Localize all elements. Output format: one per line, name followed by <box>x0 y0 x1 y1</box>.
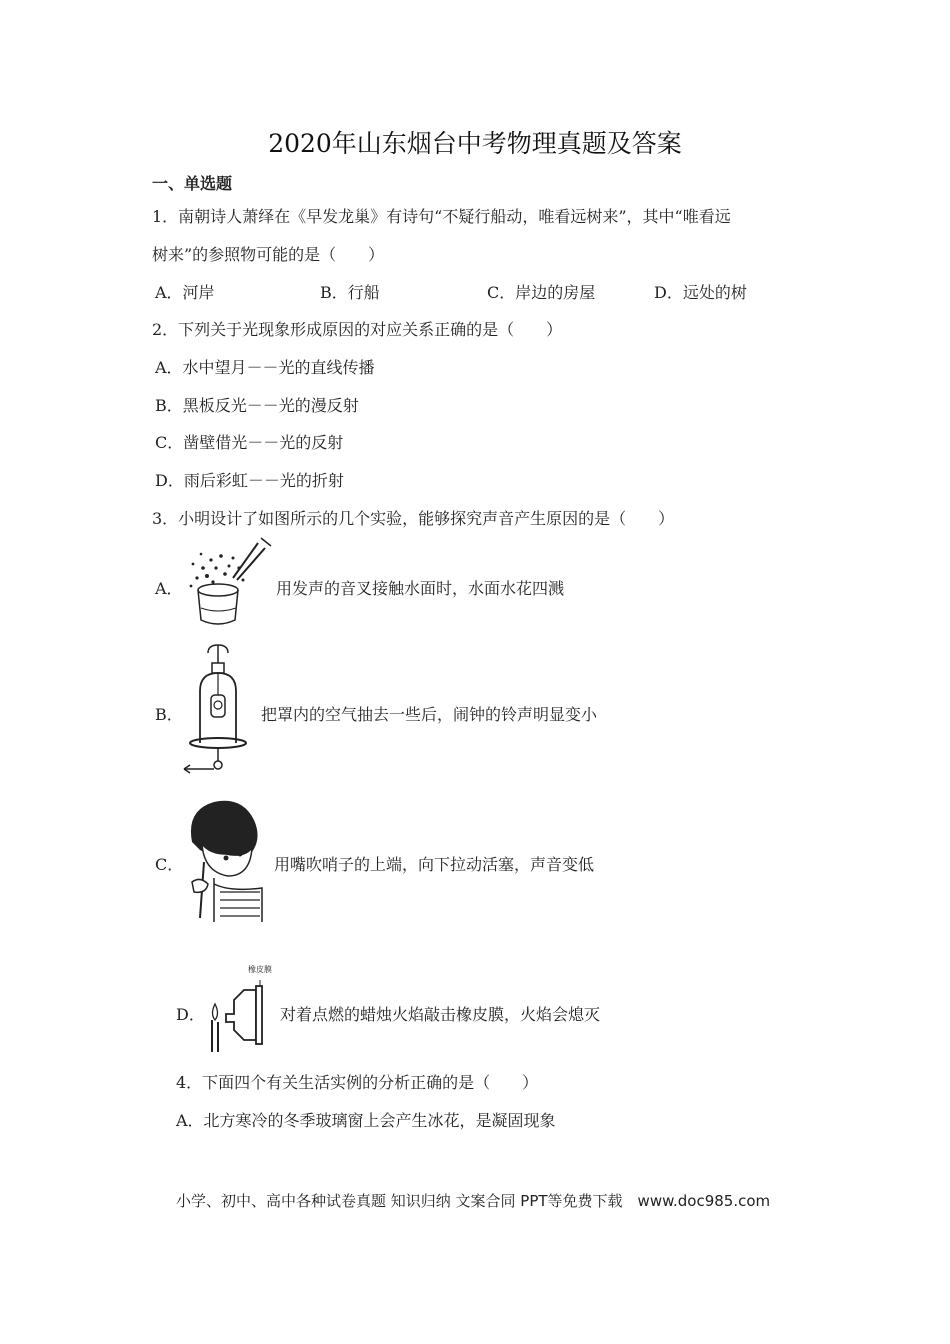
boy-whistle-figure <box>180 792 270 924</box>
q2-stem: 2．下列关于光现象形成原因的对应关系正确的是（ ） <box>152 320 563 339</box>
q2-option-d: D．雨后彩虹－－光的折射 <box>155 471 344 490</box>
q1-option-c: C．岸边的房屋 <box>487 283 596 302</box>
page-title: 2020年山东烟台中考物理真题及答案 <box>268 129 682 158</box>
q1-option-b: B．行船 <box>320 283 380 302</box>
q4-stem: 4．下面四个有关生活实例的分析正确的是（ ） <box>176 1073 539 1092</box>
q1-option-a: A．河岸 <box>155 283 215 302</box>
section-heading: 一、单选题 <box>152 174 233 193</box>
page-footer: 小学、初中、高中各种试卷真题 知识归纳 文案合同 PPT等免费下载 www.doc985.com <box>176 1192 771 1210</box>
q2-option-c: C．凿壁借光－－光的反射 <box>155 433 344 452</box>
q1-option-d: D．远处的树 <box>654 283 747 302</box>
q3-option-c-text: 用嘴吹哨子的上端，向下拉动活塞，声音变低 <box>274 855 595 874</box>
q3-option-a-text: 用发声的音叉接触水面时，水面水花四溅 <box>276 579 565 598</box>
q3-option-d-letter: D． <box>176 1005 205 1024</box>
q3-option-a-letter: A． <box>155 579 183 598</box>
membrane-label: 橡皮膜 <box>248 965 272 974</box>
bell-jar-figure <box>178 643 263 775</box>
q3-option-b-text: 把罩内的空气抽去一些后，闹钟的铃声明显变小 <box>261 705 598 724</box>
q4-option-a: A．北方寒冷的冬季玻璃窗上会产生冰花，是凝固现象 <box>176 1111 556 1130</box>
q3-stem: 3．小明设计了如图所示的几个实验，能够探究声音产生原因的是（ ） <box>152 509 675 528</box>
q3-option-c-letter: C． <box>155 855 184 874</box>
tuning-fork-water-figure <box>183 538 275 630</box>
q3-option-d-text: 对着点燃的蜡烛火焰敲击橡皮膜，火焰会熄灭 <box>280 1005 601 1024</box>
q1-stem-line1: 1．南朝诗人萧绎在《早发龙巢》有诗句“不疑行船动，唯看远树来”，其中“唯看远 <box>152 207 731 226</box>
q3-option-b-letter: B． <box>155 705 183 724</box>
q2-option-b: B．黑板反光－－光的漫反射 <box>155 396 359 415</box>
q2-option-a: A．水中望月－－光的直线传播 <box>155 358 375 377</box>
q1-stem-line2: 树来”的参照物可能的是（ ） <box>152 245 385 264</box>
